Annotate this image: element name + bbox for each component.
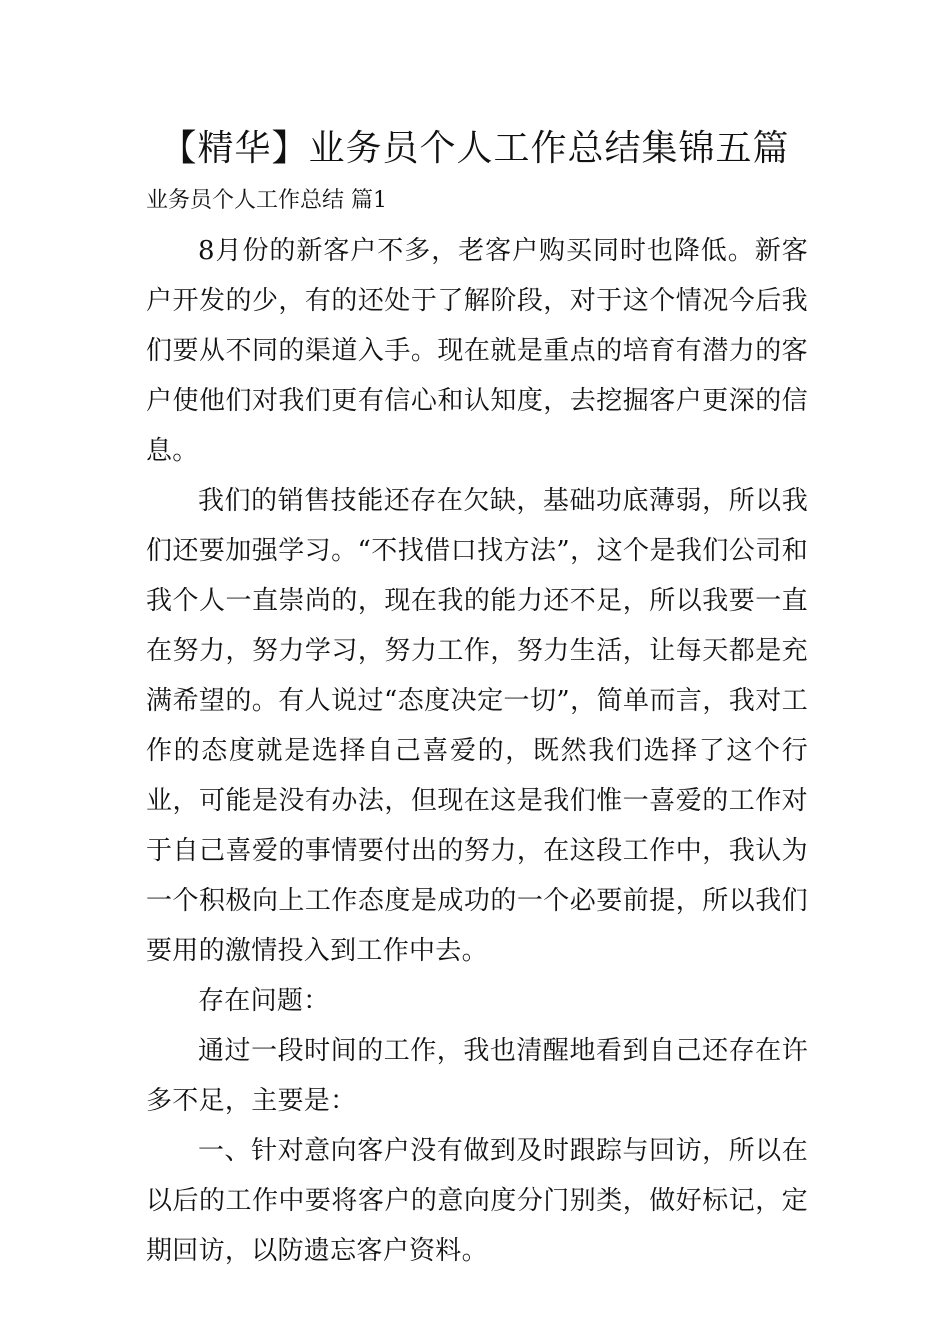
paragraph-sales-skills: 我们的销售技能还存在欠缺，基础功底薄弱，所以我们还要加强学习。“不找借口找方法”，这个是我们公司和我个人一直崇尚的，现在我的能力还不足，所以我要一直在努力，努力学习，努力工作，努力生活，让每天都是充满希望的。有人说过“态度决定一切”，简单而言，我对工作的态度就是选择自己喜爱的，既然我们选择了这个行业，可能是没有办法，但现在这是我们惟一喜爱的工作对于自己喜爱的事情要付出的努力，在这段工作中，我认为一个积极向上工作态度是成功的一个必要前提，所以我们要用的激情投入到工作中去。 bbox=[146, 486, 808, 966]
paragraph-follow-up: 一、针对意向客户没有做到及时跟踪与回访，所以在以后的工作中要将客户的意向度分门别类，做好标记，定期回访，以防遗忘客户资料。 bbox=[146, 1136, 808, 1266]
document-body bbox=[146, 176, 808, 1276]
paragraph-new-customers: 8月份的新客户不多，老客户购买同时也降低。新客户开发的少，有的还处于了解阶段，对于这个情况今后我们要从不同的渠道入手。现在就是重点的培育有潜力的客户使他们对我们更有信心和认知度，去挖掘客户更深的信息。 bbox=[146, 236, 808, 466]
section-heading: 业务员个人工作总结 篇1 bbox=[146, 188, 387, 213]
document-title: 【精华】业务员个人工作总结集锦五篇 bbox=[160, 128, 790, 169]
paragraph-shortcomings: 通过一段时间的工作，我也清醒地看到自己还存在许多不足，主要是： bbox=[146, 1036, 808, 1116]
paragraph-problems-heading: 存在问题： bbox=[198, 986, 330, 1016]
